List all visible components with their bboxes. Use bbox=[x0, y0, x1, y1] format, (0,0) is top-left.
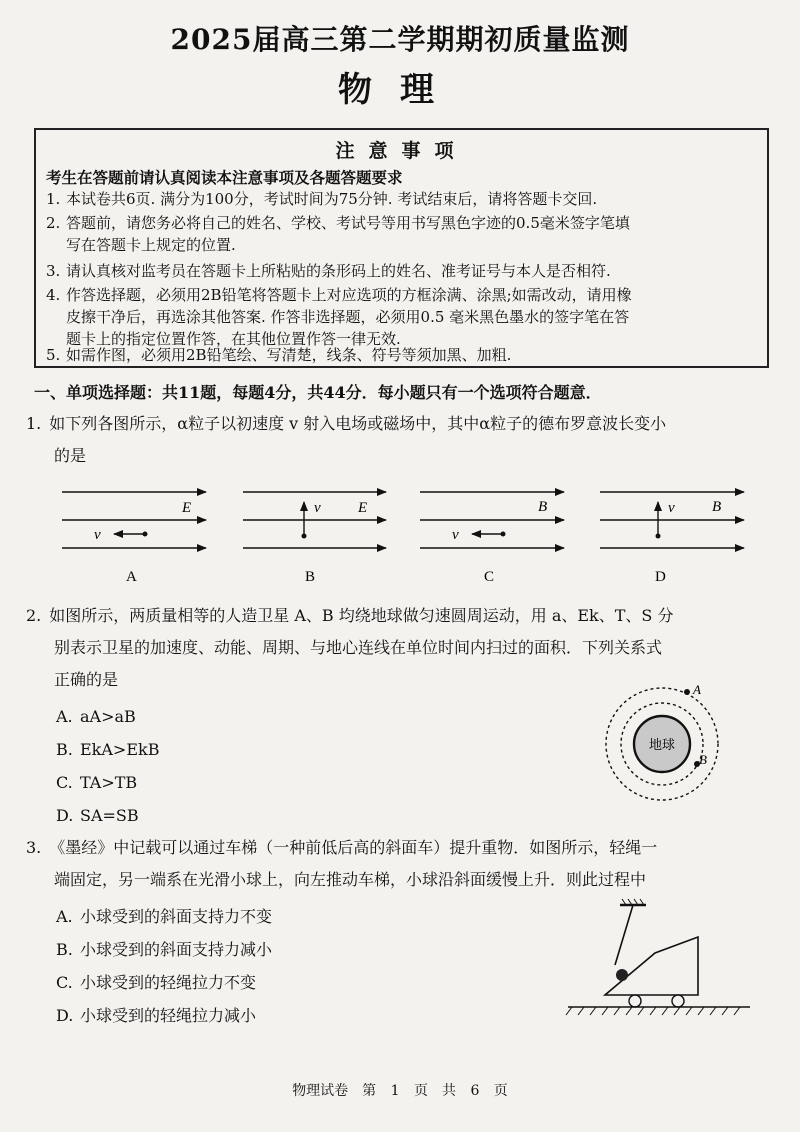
page-footer: 物理试卷 第 1 页 共 6 页 bbox=[292, 1083, 508, 1099]
figure-label: B bbox=[305, 569, 316, 585]
option-text: 小球受到的斜面支持力不变 bbox=[80, 907, 273, 926]
notice-item-5 bbox=[46, 344, 758, 366]
satellite-a-label: A bbox=[693, 682, 701, 697]
option-letter: B. bbox=[56, 740, 73, 759]
question-number: 1. bbox=[26, 414, 42, 433]
notice-item-number: 1. bbox=[46, 190, 61, 208]
question-1-stem bbox=[26, 408, 778, 472]
section-heading: 一、单项选择题：共11题，每题4分，共44分．每小题只有一个选项符合题意． bbox=[34, 383, 602, 402]
ball bbox=[616, 969, 628, 981]
notice-item-text: 请认真核对监考员在答题卡上所粘贴的条形码上的姓名、准考证号与本人是否相符. bbox=[66, 262, 611, 280]
option-text: 小球受到的斜面支持力减小 bbox=[80, 940, 273, 959]
figure-c bbox=[420, 492, 564, 585]
question-text: 的是 bbox=[54, 446, 87, 465]
orbit-diagram bbox=[600, 680, 730, 810]
notice-item-text: 本试卷共6页. 满分为100分，考试时间为75分钟. 考试结束后，请将答题卡交回. bbox=[66, 190, 598, 208]
notice-intro: 考生在答题前请认真阅读本注意事项及各题答题要求 bbox=[46, 168, 403, 187]
notice-box bbox=[34, 128, 769, 368]
velocity-label: v bbox=[314, 500, 321, 516]
option-text: 小球受到的轻绳拉力不变 bbox=[80, 973, 257, 992]
notice-item-number: 4. bbox=[46, 286, 61, 304]
question-2-option-c bbox=[56, 773, 137, 792]
question-2-option-b bbox=[56, 740, 159, 759]
question-3-option-c bbox=[56, 970, 256, 993]
satellite-b-label: B bbox=[699, 752, 707, 767]
velocity-label: v bbox=[94, 527, 101, 543]
notice-item-1 bbox=[46, 188, 758, 210]
satellite-a bbox=[684, 689, 690, 695]
figure-b bbox=[243, 492, 386, 585]
option-text: TA>TB bbox=[80, 773, 138, 792]
option-text: EkA>EkB bbox=[80, 740, 160, 759]
question-text: 正确的是 bbox=[54, 670, 119, 689]
figure-label: C bbox=[484, 569, 495, 585]
question-number: 2. bbox=[26, 606, 42, 625]
option-text: SA=SB bbox=[80, 806, 139, 825]
figure-d bbox=[600, 492, 744, 585]
question-number: 3. bbox=[26, 838, 42, 857]
question-3-option-d bbox=[56, 1003, 256, 1026]
field-label: B bbox=[712, 499, 722, 515]
figure-label: A bbox=[126, 569, 137, 585]
ladder-cart-diagram bbox=[560, 895, 760, 1025]
option-letter: C. bbox=[56, 773, 73, 792]
notice-item-text: 题卡上的指定位置作答，在其他位置作答一律无效. bbox=[66, 330, 401, 348]
option-letter: C. bbox=[56, 973, 73, 992]
option-letter: D. bbox=[56, 806, 74, 825]
exam-title: 2025届高三第二学期期初质量监测 bbox=[170, 23, 630, 56]
question-3-option-a bbox=[56, 904, 272, 927]
incline-cart bbox=[605, 937, 698, 995]
question-3-stem bbox=[26, 832, 778, 896]
question-text: 《墨经》中记载可以通过车梯（一种前低后高的斜面车）提升重物．如图所示，轻绳一 bbox=[49, 838, 658, 857]
notice-item-number: 3. bbox=[46, 262, 61, 280]
question-3-option-b bbox=[56, 937, 272, 960]
option-letter: A. bbox=[56, 907, 73, 926]
question-text: 别表示卫星的加速度、动能、周期、与地心连线在单位时间内扫过的面积．下列关系式 bbox=[54, 638, 663, 657]
question-text: 如下列各图所示，α粒子以初速度 v 射入电场或磁场中，其中α粒子的德布罗意波长变小 bbox=[49, 414, 667, 433]
notice-item-2 bbox=[46, 212, 758, 256]
question-1-figures bbox=[0, 478, 800, 590]
question-2-option-d bbox=[56, 806, 139, 825]
figure-a bbox=[62, 492, 206, 585]
question-text: 如图所示，两质量相等的人造卫星 A、B 均绕地球做匀速圆周运动，用 a、Ek、T、S 分 bbox=[49, 606, 674, 625]
option-letter: D. bbox=[56, 1006, 74, 1025]
notice-item-3 bbox=[46, 260, 758, 282]
option-text: aA>aB bbox=[80, 707, 136, 726]
option-text: 小球受到的轻绳拉力减小 bbox=[80, 1006, 257, 1025]
velocity-label: v bbox=[668, 500, 675, 516]
rope bbox=[615, 905, 633, 965]
field-label: B bbox=[538, 499, 548, 515]
option-letter: B. bbox=[56, 940, 73, 959]
notice-item-number: 2. bbox=[46, 214, 61, 232]
notice-item-text: 答题前，请您务必将自己的姓名、学校、考试号等用书写黑色字迹的0.5毫米签字笔填 bbox=[66, 214, 630, 232]
velocity-label: v bbox=[452, 527, 459, 543]
notice-item-text: 如需作图，必须用2B铅笔绘、写清楚，线条、符号等须加黑、加粗. bbox=[66, 346, 512, 364]
notice-item-number: 5. bbox=[46, 346, 61, 364]
subject-title: 物理 bbox=[338, 70, 462, 110]
earth-label: 地球 bbox=[648, 737, 676, 752]
notice-title: 注意事项 bbox=[335, 140, 468, 162]
question-2-option-a bbox=[56, 707, 136, 726]
notice-item-text: 写在答题卡上规定的位置. bbox=[66, 236, 236, 254]
notice-item-text: 作答选择题，必须用2B铅笔将答题卡上对应选项的方框涂满、涂黑;如需改动，请用橡 bbox=[66, 286, 632, 304]
field-label: E bbox=[358, 500, 368, 516]
field-label: E bbox=[182, 500, 192, 516]
question-text: 端固定，另一端系在光滑小球上，向左推动车梯，小球沿斜面缓慢上升．则此过程中 bbox=[54, 870, 647, 889]
option-letter: A. bbox=[56, 707, 73, 726]
figure-label: D bbox=[655, 569, 666, 585]
notice-item-text: 皮擦干净后，再选涂其他答案. 作答非选择题，必须用0.5 毫米黑色墨水的签字笔在答 bbox=[66, 308, 630, 326]
notice-item-4 bbox=[46, 284, 758, 350]
